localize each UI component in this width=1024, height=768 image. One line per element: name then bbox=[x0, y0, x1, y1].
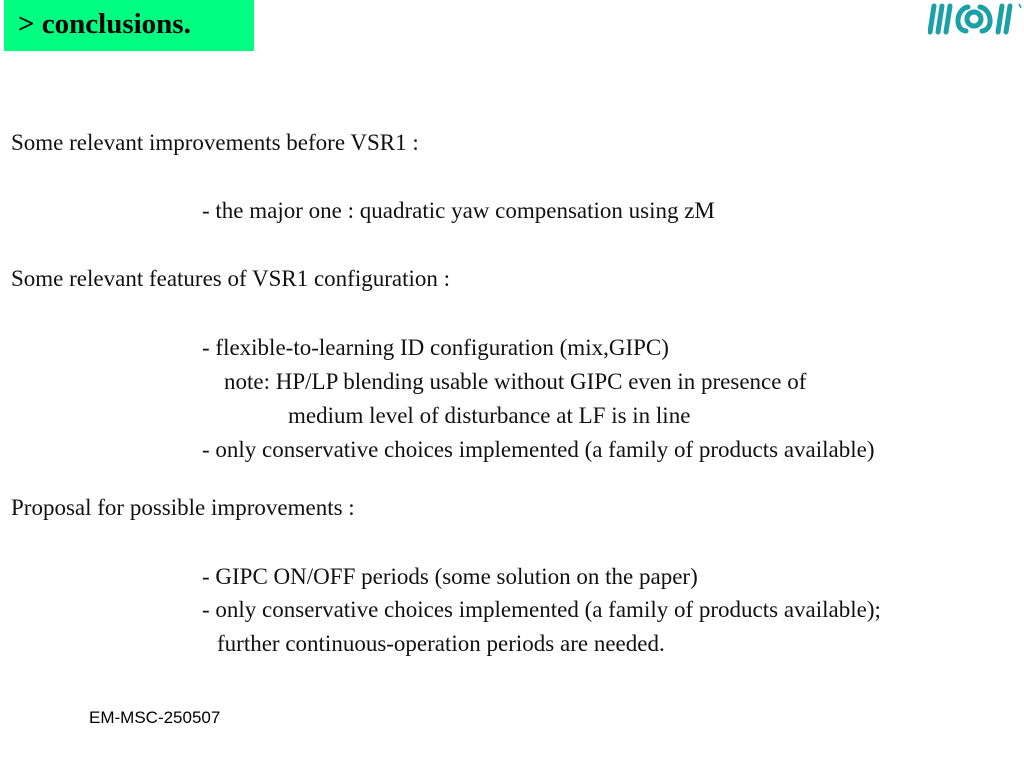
section2-note: note: HP/LP blending usable without GIPC even in presence of bbox=[224, 369, 807, 394]
section2-item: - flexible-to-learning ID configuration (mix,GIPC) bbox=[202, 335, 669, 360]
section3-item-continued: further continuous-operation periods are needed. bbox=[217, 631, 665, 656]
slide-title: > conclusions. bbox=[18, 8, 191, 40]
section1-heading: Some relevant improvements before VSR1 : bbox=[11, 130, 419, 155]
section2-item: - only conservative choices implemented (a family of products available) bbox=[202, 437, 875, 462]
section3-heading: Proposal for possible improvements : bbox=[11, 495, 355, 520]
footer-code: EM-MSC-250507 bbox=[89, 708, 221, 727]
section1-item: - the major one : quadratic yaw compensation using zM bbox=[202, 198, 715, 223]
section3-item: - only conservative choices implemented (a family of products available); bbox=[202, 597, 881, 622]
title-banner bbox=[4, 0, 254, 51]
virgo-logo-svg bbox=[928, 0, 1024, 40]
section2-note-continued: medium level of disturbance at LF is in line bbox=[288, 403, 691, 428]
virgo-logo-icon bbox=[928, 0, 1024, 40]
section3-item: - GIPC ON/OFF periods (some solution on the paper) bbox=[202, 564, 698, 589]
section2-heading: Some relevant features of VSR1 configuration : bbox=[11, 266, 451, 291]
